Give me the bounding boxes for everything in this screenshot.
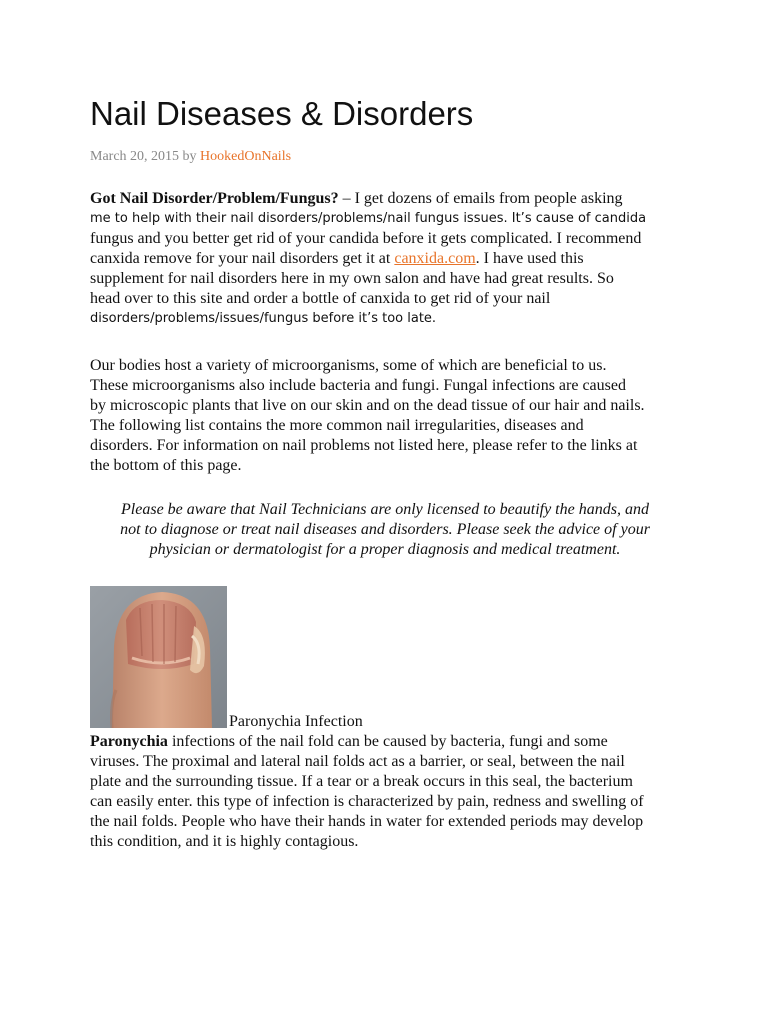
intro-line4-after: . I have used this [475, 250, 584, 267]
paronychia-line: this condition, and it is highly contagious. [90, 833, 359, 850]
intro-lead-bold: Got Nail Disorder/Problem/Fungus? [90, 190, 339, 207]
paronychia-lead-rest: infections of the nail fold can be caused by bacteria, fungi and some [167, 733, 608, 750]
paronychia-line: can easily enter. this type of infection is characterized by pain, redness and swelling of [90, 793, 644, 810]
body-line: disorders. For information on nail problems not listed here, please refer to the links at [90, 437, 638, 454]
paronychia-term: Paronychia [90, 733, 168, 750]
intro-line: head over to this site and order a bottle of canxida to get rid of your nail [90, 290, 551, 307]
disclaimer-line: not to diagnose or treat nail diseases and disorders. Please seek the advice of your [120, 521, 650, 538]
body-paragraph [90, 356, 680, 476]
author-link[interactable]: HookedOnNails [200, 149, 292, 164]
body-line: by microscopic plants that live on our skin and on the dead tissue of our hair and nails. [90, 397, 645, 414]
post-meta [90, 148, 291, 166]
intro-paragraph [90, 189, 680, 329]
intro-line [90, 189, 680, 209]
paronychia-line: plate and the surrounding tissue. If a tear or a break occurs in this seal, the bacterium [90, 773, 633, 790]
page-title: Nail Diseases & Disorders [90, 95, 474, 132]
figure-caption: Paronychia Infection [229, 713, 363, 730]
post-date: March 20, 2015 [90, 149, 180, 164]
intro-line4-before: canxida remove for your nail disorders get it at [90, 250, 395, 267]
paronychia-paragraph [90, 732, 690, 852]
paronychia-line: viruses. The proximal and lateral nail folds act as a barrier, or seal, between the nail [90, 753, 625, 770]
intro-line: me to help with their nail disorders/problems/nail fungus issues. It’s cause of candida [90, 211, 647, 226]
disclaimer-line: Please be aware that Nail Technicians are only licensed to beautify the hands, and [121, 501, 649, 518]
disclaimer-line: physician or dermatologist for a proper diagnosis and medical treatment. [149, 541, 621, 558]
paronychia-line: the nail folds. People who have their hands in water for extended periods may develop [90, 813, 644, 830]
intro-line: disorders/problems/issues/fungus before it’s too late. [90, 311, 437, 326]
intro-lead-rest: – I get dozens of emails from people asking [338, 190, 623, 207]
paronychia-image [90, 586, 227, 728]
intro-line [90, 249, 680, 269]
disclaimer-notice [90, 500, 680, 560]
post-by: by [182, 149, 197, 164]
intro-line: fungus and you better get rid of your candida before it gets complicated. I recommend [90, 230, 642, 247]
intro-line: supplement for nail disorders here in my own salon and have had great results. So [90, 270, 614, 287]
body-line: Our bodies host a variety of microorganisms, some of which are beneficial to us. [90, 357, 607, 374]
canxida-link[interactable]: canxida.com [394, 250, 476, 267]
body-line: These microorganisms also include bacteria and fungi. Fungal infections are caused [90, 377, 626, 394]
paronychia-line [90, 732, 690, 752]
body-line: The following list contains the more common nail irregularities, diseases and [90, 417, 584, 434]
body-line: the bottom of this page. [90, 457, 242, 474]
